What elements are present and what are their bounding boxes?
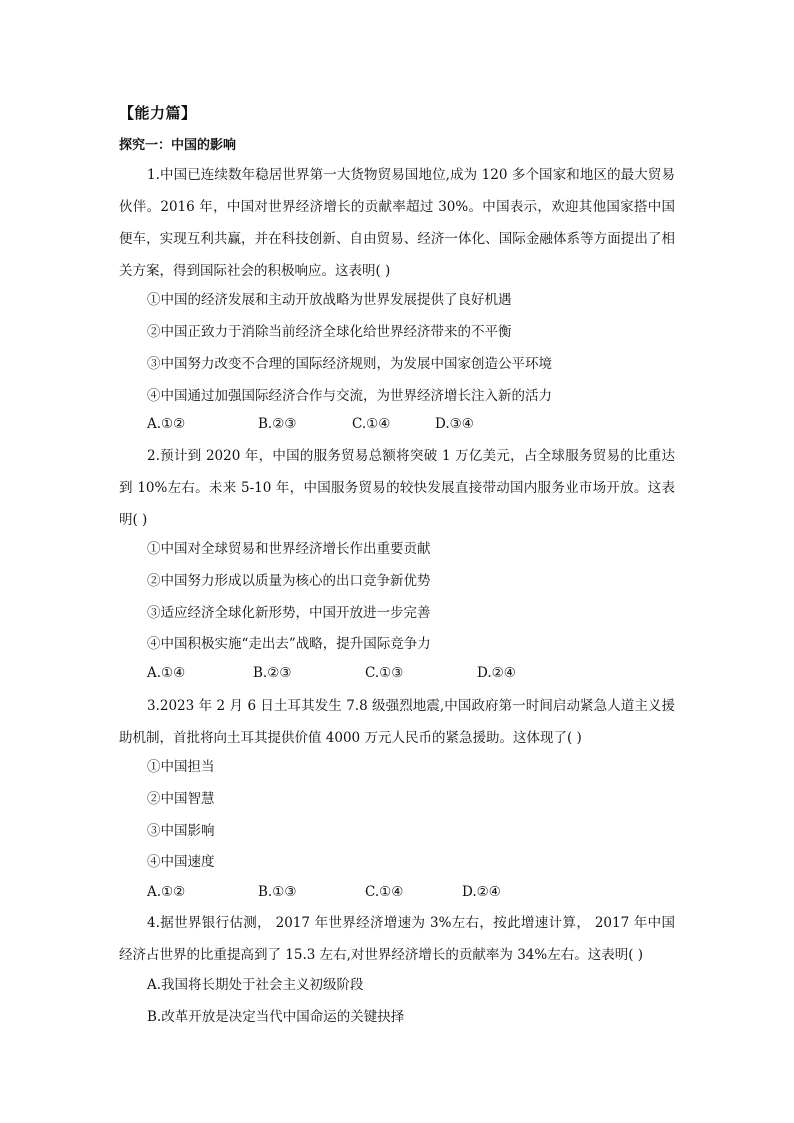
question-4-stem: 4.据世界银行估测， 2017 年世界经济增速为 3%左右，按此增速计算， 2017 年中国经济占世界的比重提高到了 15.3 左右,对世界经济增长的贡献率为 34%左右。这表明( ) [119,915,675,963]
question-4-option-b[interactable]: B.改革开放是决定当代中国命运的关键抉择 [147,1009,405,1025]
question-2-item: ②中国努力形成以质量为核心的出口竞争新优势 [147,573,431,589]
option-a[interactable]: A.①④ [147,665,186,681]
option-b[interactable]: B.②③ [258,416,297,432]
option-c[interactable]: C.①④ [365,884,404,900]
question-2-item: ③适应经济全球化新形势，中国开放进一步完善 [147,605,431,621]
question-1-item: ②中国正致力于消除当前经济全球化给世界经济带来的不平衡 [147,324,512,340]
question-1-item: ③中国努力改变不合理的国际经济规则，为发展中国家创造公平环境 [147,356,552,372]
option-b[interactable]: B.②③ [253,665,292,681]
question-3-item: ②中国智慧 [147,791,215,807]
question-4-option-a[interactable]: A.我国将长期处于社会主义初级阶段 [147,977,364,993]
question-1-item: ①中国的经济发展和主动开放战略为世界发展提供了良好机遇 [147,292,512,308]
option-c[interactable]: C.①④ [352,416,391,432]
option-a[interactable]: A.①② [147,416,186,432]
question-2-item: ④中国积极实施“走出去”战略，提升国际竞争力 [147,636,431,652]
question-3-item: ③中国影响 [147,823,215,839]
option-d[interactable]: D.③④ [435,416,474,432]
question-3-stem: 3.2023 年 2 月 6 日土耳其发生 7.8 级强烈地震,中国政府第一时间启动紧急人道主义援助机制，首批将向土耳其提供价值 4000 万元人民币的紧急援助。这体现了( ) [119,698,675,746]
question-2-item: ①中国对全球贸易和世界经济增长作出重要贡献 [147,541,431,557]
option-b[interactable]: B.①③ [258,884,297,900]
question-3-item: ④中国速度 [147,854,215,870]
question-2-stem: 2.预计到 2020 年，中国的服务贸易总额将突破 1 万亿美元，占全球服务贸易的比重达到 10%左右。未来 5-10 年，中国服务贸易的较快发展直接带动国内服务业市场开放。这表明( ) [119,448,675,528]
question-1-stem: 1.中国已连续数年稳居世界第一大货物贸易国地位,成为 120 多个国家和地区的最大贸易伙伴。2016 年，中国对世界经济增长的贡献率超过 30%。中国表示，欢迎其他国家搭中国便车，实现互利共赢，并在科技创新、自由贸易、经济一体化、国际金融体系等方面提出了相关方案，得到国际社会的积极响应。这表明( ) [119,167,675,279]
sub-title: 探究一：中国的影响 [119,138,237,153]
option-d[interactable]: D.②④ [477,665,516,681]
option-a[interactable]: A.①② [147,884,186,900]
option-c[interactable]: C.①③ [365,665,404,681]
section-title: 【能力篇】 [119,104,197,122]
option-d[interactable]: D.②④ [462,884,501,900]
question-1-item: ④中国通过加强国际经济合作与交流，为世界经济增长注入新的活力 [147,388,552,404]
question-3-item: ①中国担当 [147,759,215,775]
